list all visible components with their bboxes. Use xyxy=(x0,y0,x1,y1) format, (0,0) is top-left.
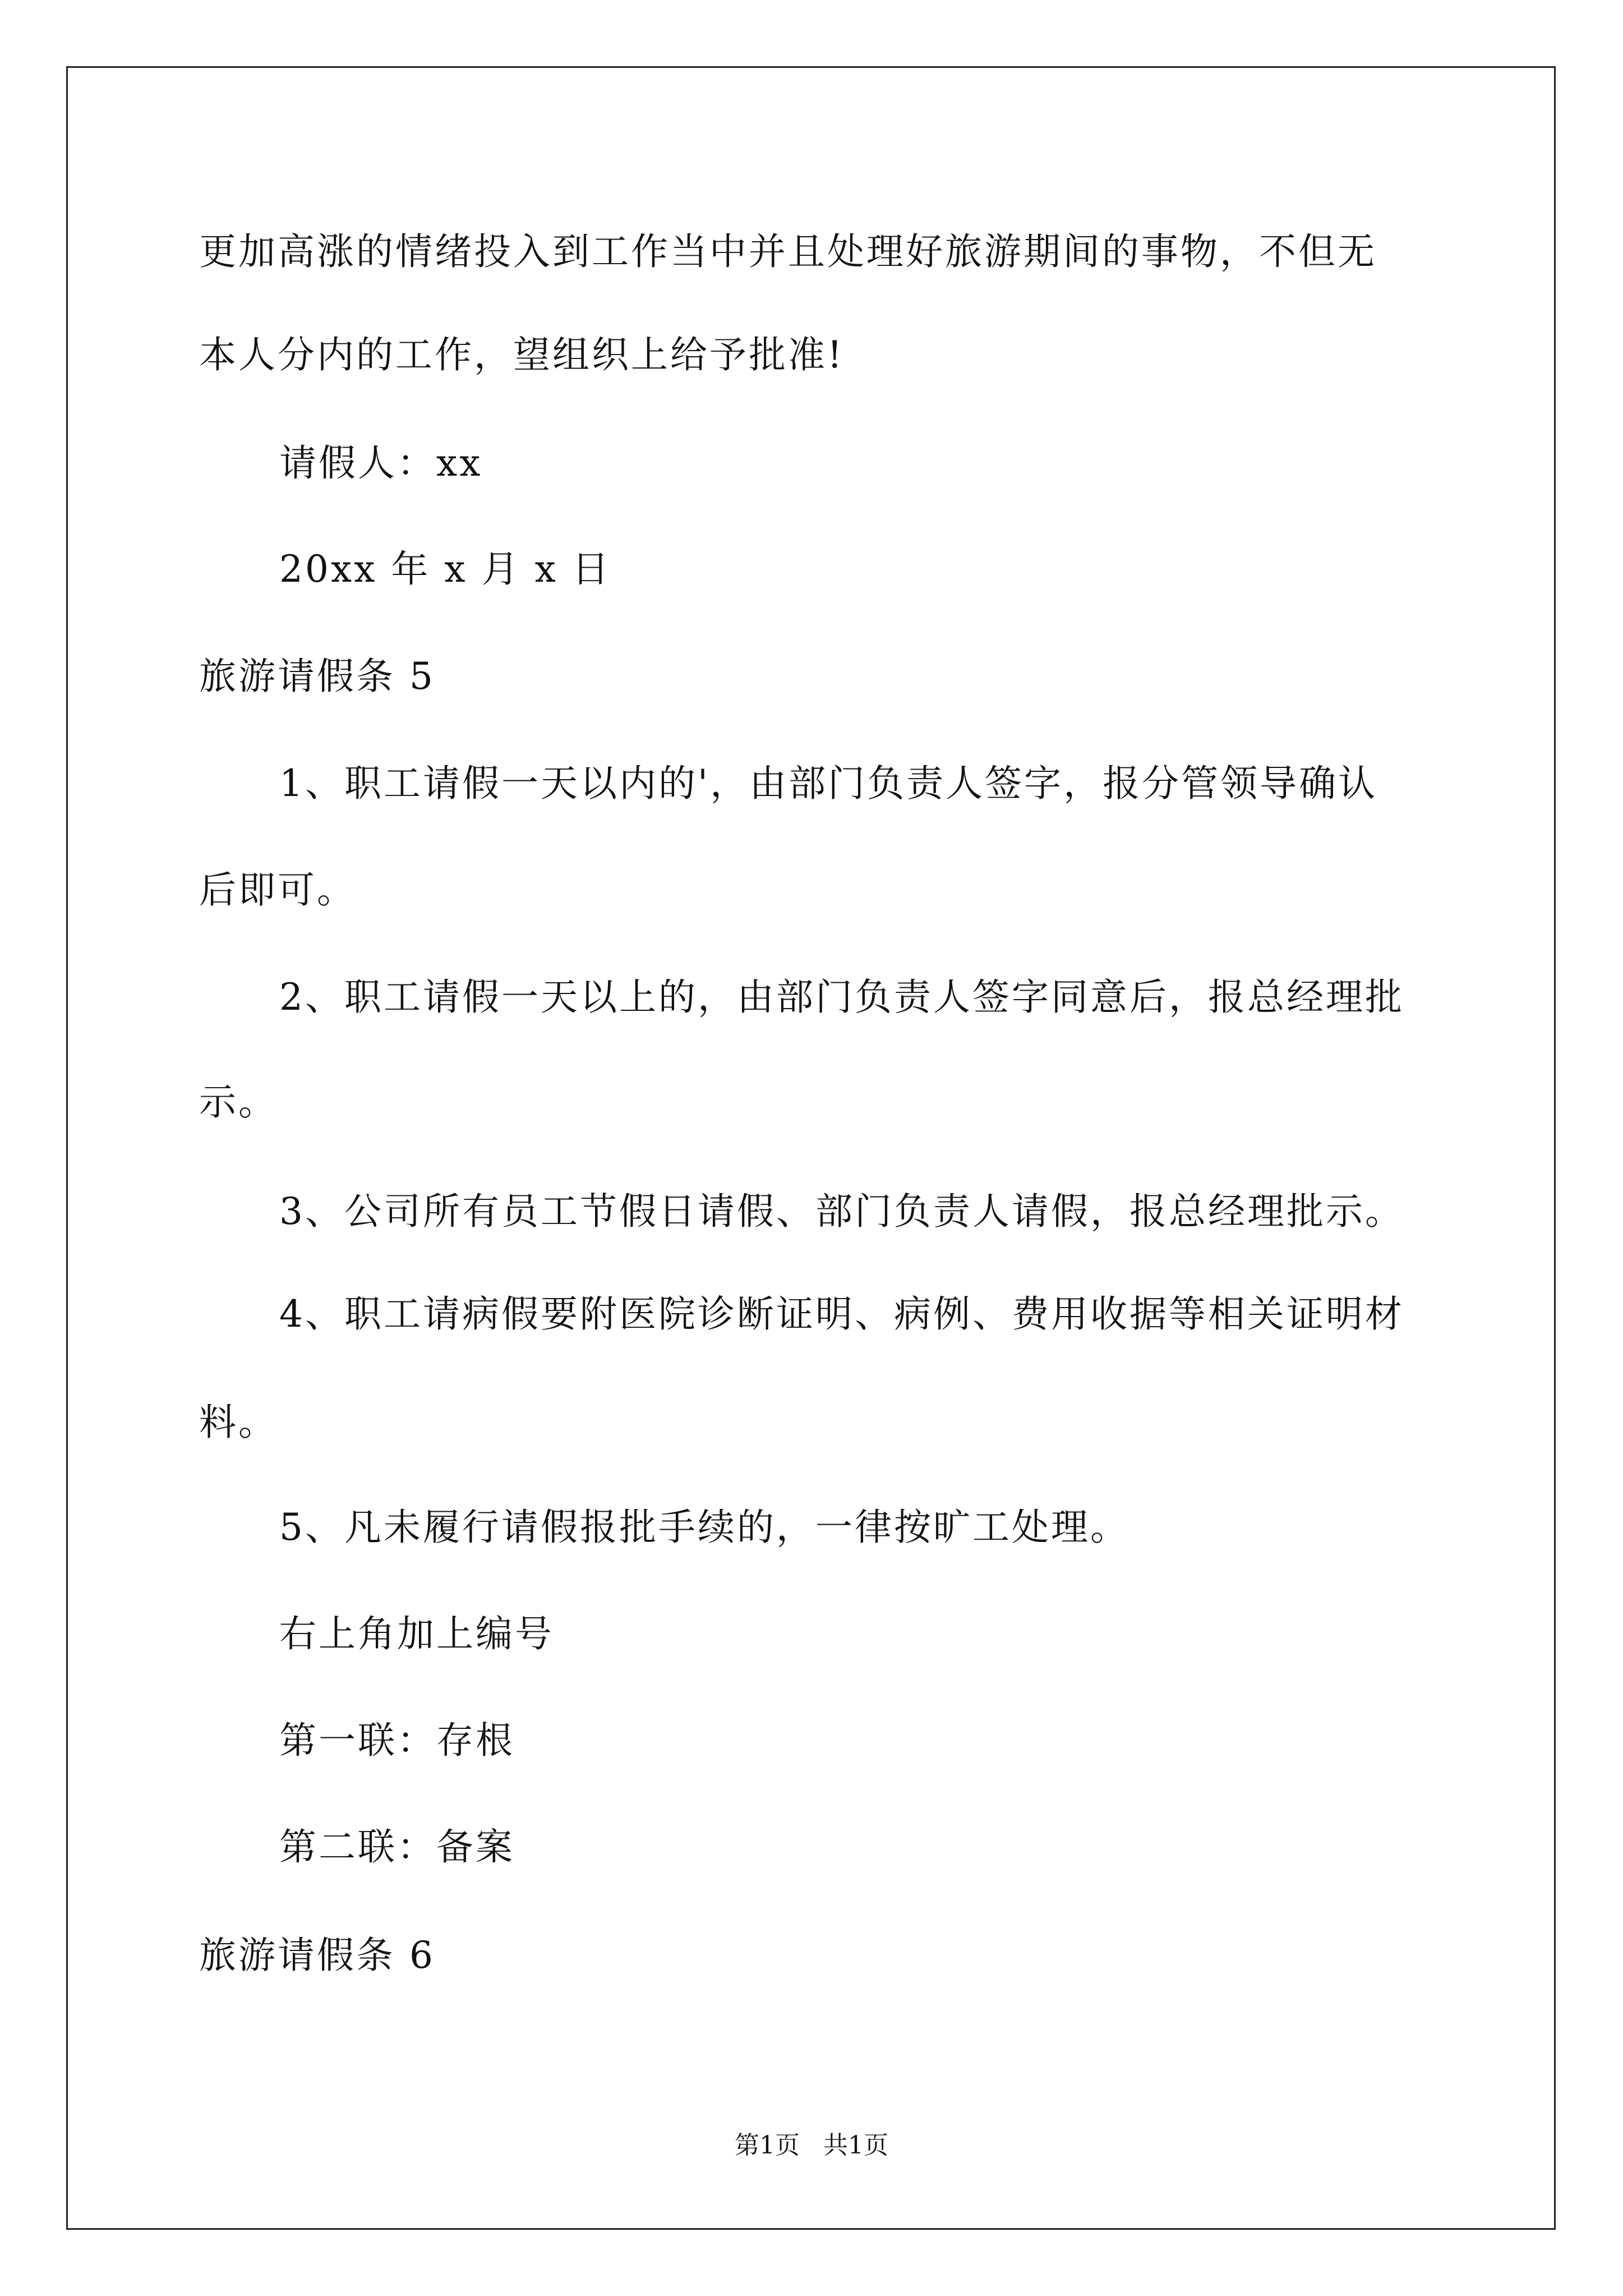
body-text-line: 更加高涨的情绪投入到工作当中并且处理好旅游期间的事物，不但无 xyxy=(199,230,1377,273)
section-heading: 旅游请假条 5 xyxy=(199,655,435,698)
date-line: 20xx 年 x 月 x 日 xyxy=(279,547,611,591)
section-heading: 旅游请假条 6 xyxy=(199,1934,435,1977)
rule-item-1-cont: 后即可。 xyxy=(199,868,356,912)
page-footer: 第1页 共1页 xyxy=(735,2131,888,2160)
applicant-line: 请假人：xx xyxy=(279,441,483,485)
copy-two-line: 第二联：备案 xyxy=(279,1825,515,1869)
rule-item-4: 4、职工请病假要附医院诊断证明、病例、费用收据等相关证明材 xyxy=(279,1292,1404,1336)
rule-item-2: 2、职工请假一天以上的，由部门负责人签字同意后，报总经理批 xyxy=(279,976,1404,1019)
rule-item-1: 1、职工请假一天以内的'，由部门负责人签字，报分管领导确认 xyxy=(279,762,1378,805)
body-text-line: 本人分内的工作，望组织上给予批准! xyxy=(199,333,845,376)
copy-one-line: 第一联：存根 xyxy=(279,1719,515,1762)
page-border xyxy=(66,66,1556,2230)
note-line: 右上角加上编号 xyxy=(279,1612,554,1655)
rule-item-3: 3、公司所有员工节假日请假、部门负责人请假，报总经理批示。 xyxy=(279,1190,1404,1233)
rule-item-4-cont: 料。 xyxy=(199,1401,278,1444)
rule-item-2-cont: 示。 xyxy=(199,1080,278,1124)
rule-item-5: 5、凡未履行请假报批手续的，一律按旷工处理。 xyxy=(279,1506,1129,1549)
